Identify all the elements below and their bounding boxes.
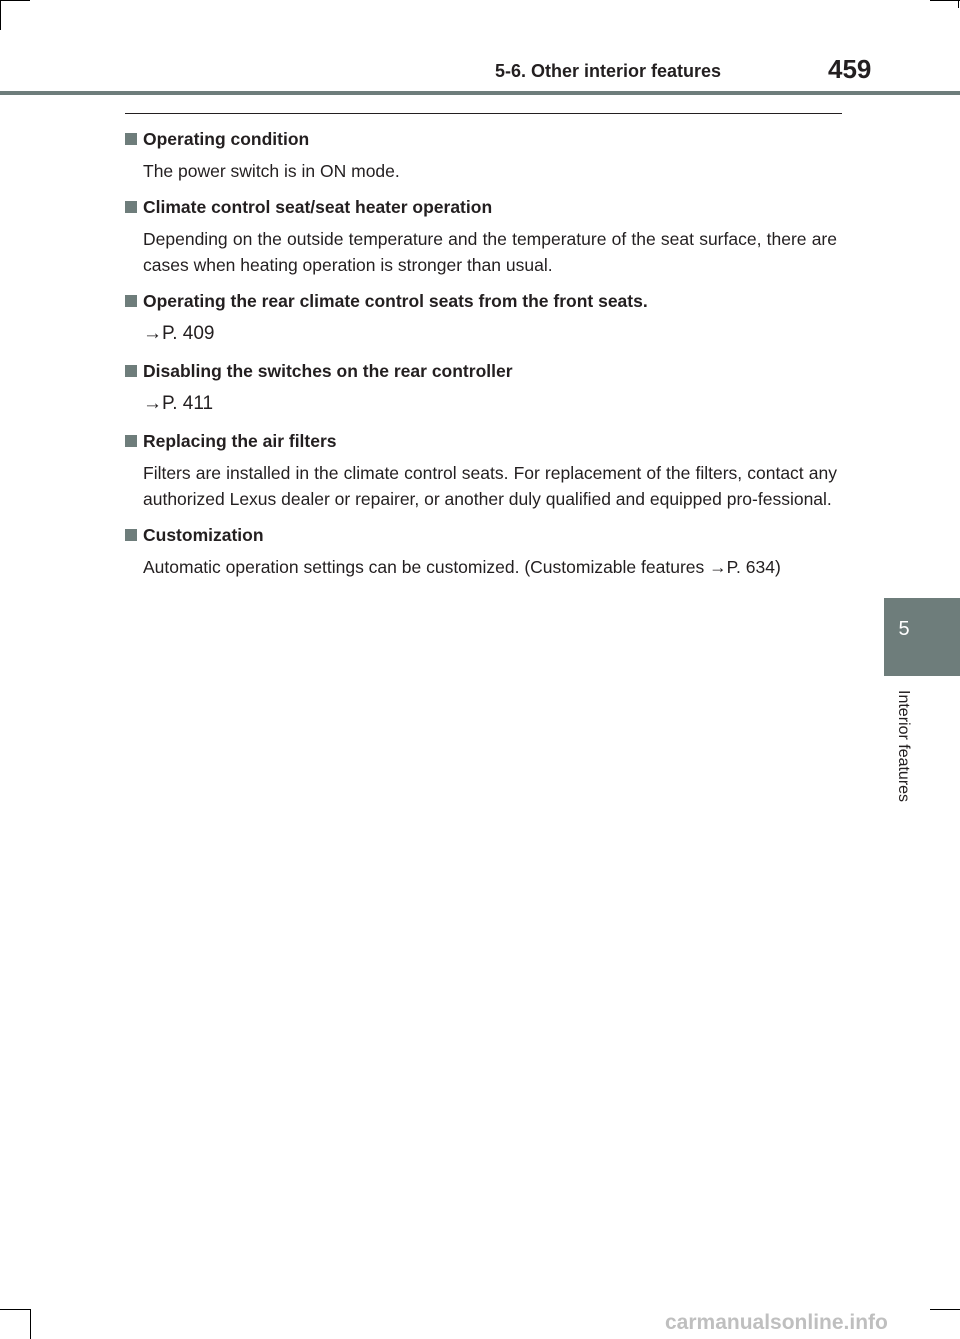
section-customization	[125, 522, 837, 580]
section-air-filters	[125, 428, 837, 512]
section-disabling-switches	[125, 358, 837, 418]
crop-mark	[930, 1309, 960, 1310]
chapter-tab	[884, 598, 960, 676]
section-body: Filters are installed in the climate control seats. For replacement of the filters, contact any authorized Lexus dealer or repairer, or another duly qualified and equipped pro-fessional.	[143, 463, 837, 509]
square-bullet-icon	[125, 133, 137, 145]
section-title: 5-6. Other interior features	[495, 61, 722, 81]
crop-mark	[0, 1309, 30, 1310]
section-operating-condition	[125, 126, 837, 184]
content-rule	[125, 113, 842, 114]
page-number: 459	[828, 54, 872, 84]
section-heading: Climate control seat/seat heater operation	[125, 194, 837, 220]
chapter-number: 5	[898, 618, 910, 640]
crop-mark	[30, 1309, 31, 1339]
main-content	[125, 126, 837, 590]
page-reference-link[interactable]: →P. 411	[143, 393, 214, 414]
square-bullet-icon	[125, 529, 137, 541]
section-heading: Disabling the switches on the rear controller	[125, 358, 837, 384]
crop-mark	[930, 0, 960, 1]
square-bullet-icon	[125, 365, 137, 377]
watermark: carmanualsonline.info	[665, 1311, 888, 1334]
crop-mark	[958, 0, 959, 8]
section-heading: Operating the rear climate control seats from the front seats.	[125, 288, 837, 314]
section-body: The power switch is in ON mode.	[143, 161, 400, 181]
crop-mark	[0, 0, 30, 1]
square-bullet-icon	[125, 201, 137, 213]
crop-mark	[0, 0, 1, 30]
section-body: Depending on the outside temperature and the temperature of the seat surface, there are cases when heating operation is stronger than usual.	[143, 229, 837, 275]
square-bullet-icon	[125, 295, 137, 307]
chapter-label: Interior features	[895, 690, 912, 803]
section-heading: Replacing the air filters	[125, 428, 837, 454]
section-rear-seats-from-front	[125, 288, 837, 348]
section-climate-control-seat	[125, 194, 837, 278]
section-heading: Operating condition	[125, 126, 837, 152]
square-bullet-icon	[125, 435, 137, 447]
section-body: Automatic operation settings can be customized. (Customizable features →P. 634)	[143, 557, 781, 577]
page-reference-link[interactable]: →P. 409	[143, 323, 215, 344]
section-heading: Customization	[125, 522, 837, 548]
header-rule	[0, 91, 960, 95]
